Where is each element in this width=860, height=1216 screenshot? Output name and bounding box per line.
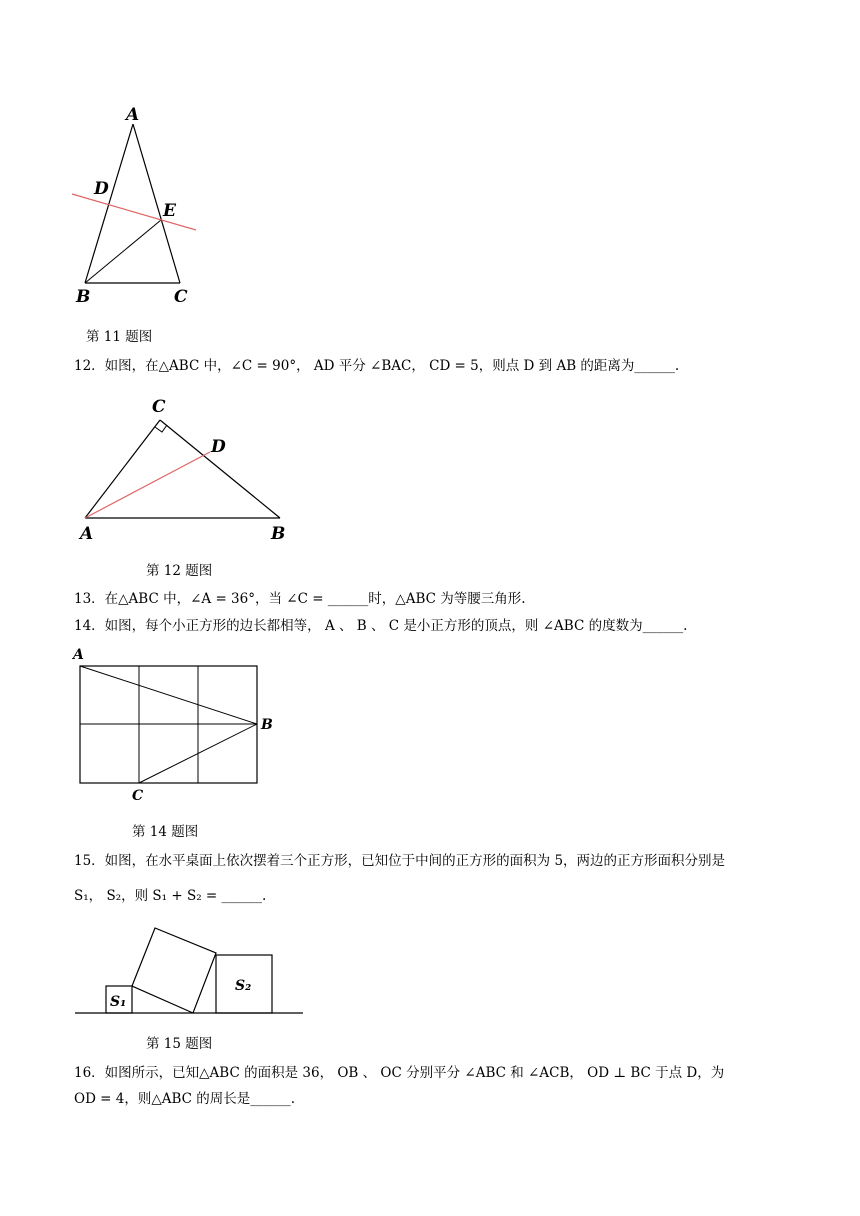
figure-q14 xyxy=(70,642,280,807)
question-16-text-line2: OD = 4，则△ABC 的周长是______. xyxy=(74,1091,296,1107)
q15-label-s1: S₁ xyxy=(110,994,127,1010)
caption-q12: 第 12 题图 xyxy=(146,563,213,579)
q12-label-c: C xyxy=(152,397,166,417)
q11-label-a: A xyxy=(126,105,140,125)
question-13-text: 13．在△ABC 中，∠A = 36°，当 ∠C = ______时，△ABC 为等腰三角形. xyxy=(74,591,526,607)
question-12-text: 12．如图，在△ABC 中，∠C = 90°， AD 平分 ∠BAC， CD = 5，则点 D 到 AB 的距离为______. xyxy=(74,358,680,374)
question-16-text-line1: 16．如图所示，已知△ABC 的面积是 36， OB 、 OC 分别平分 ∠ABC 和 ∠ACB， OD ⊥ BC 于点 D，为 xyxy=(74,1065,725,1081)
q11-label-c: C xyxy=(174,287,188,307)
caption-q15: 第 15 题图 xyxy=(146,1036,213,1052)
q11-label-b: B xyxy=(76,287,91,307)
caption-q14: 第 14 题图 xyxy=(132,824,199,840)
figure-q11 xyxy=(60,100,210,315)
question-15-text-line1: 15．如图，在水平桌面上依次摆着三个正方形，已知位于中间的正方形的面积为 5，两边的正方形面积分别是 xyxy=(74,853,726,869)
q12-label-a: A xyxy=(80,524,94,544)
q15-label-s2: S₂ xyxy=(235,978,252,994)
figure-q12 xyxy=(70,385,300,550)
question-14-text: 14．如图，每个小正方形的边长都相等， A 、 B 、 C 是小正方形的顶点，则 ∠ABC 的度数为______. xyxy=(74,618,688,634)
q12-label-d: D xyxy=(211,437,226,457)
q14-label-b: B xyxy=(261,717,273,733)
q11-label-e: E xyxy=(163,201,176,221)
caption-q11: 第 11 题图 xyxy=(86,329,153,345)
q14-label-a: A xyxy=(73,647,84,663)
q11-label-d: D xyxy=(94,179,109,199)
q12-label-b: B xyxy=(271,524,286,544)
question-15-text-line2: S₁， S₂，则 S₁ + S₂ = ______. xyxy=(74,888,267,904)
figure-q15 xyxy=(70,920,310,1020)
q14-label-c: C xyxy=(132,788,144,804)
